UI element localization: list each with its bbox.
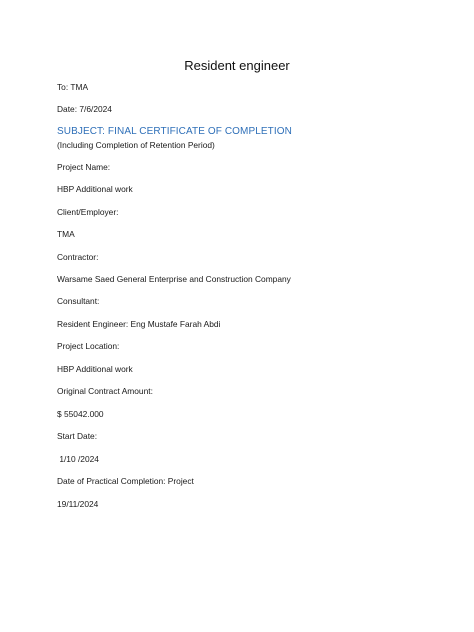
- start-date-label: Start Date:: [57, 431, 98, 441]
- client-value: TMA: [57, 229, 75, 239]
- project-location-value: HBP Additional work: [57, 364, 133, 374]
- document-title: Resident engineer: [184, 58, 290, 73]
- practical-completion-label: Date of Practical Completion: Project: [57, 476, 194, 486]
- contractor-label: Contractor:: [57, 252, 99, 262]
- start-date-value: 1/10 /2024: [57, 454, 99, 464]
- project-name-label: Project Name:: [57, 162, 111, 172]
- contractor-value: Warsame Saed General Enterprise and Construction Company: [57, 274, 291, 284]
- subject-heading: SUBJECT: FINAL CERTIFICATE OF COMPLETION: [57, 126, 292, 137]
- subject-note: (Including Completion of Retention Period): [57, 140, 215, 150]
- contract-amount-label: Original Contract Amount:: [57, 386, 153, 396]
- client-label: Client/Employer:: [57, 207, 119, 217]
- consultant-label: Consultant:: [57, 296, 100, 306]
- resident-engineer-line: Resident Engineer: Eng Mustafe Farah Abdi: [57, 319, 221, 329]
- to-line: To: TMA: [57, 82, 89, 92]
- practical-completion-value: 19/11/2024: [57, 499, 99, 509]
- date-line: Date: 7/6/2024: [57, 104, 112, 114]
- project-name-value: HBP Additional work: [57, 184, 133, 194]
- project-location-label: Project Location:: [57, 341, 120, 351]
- contract-amount-value: $ 55042.000: [57, 409, 104, 419]
